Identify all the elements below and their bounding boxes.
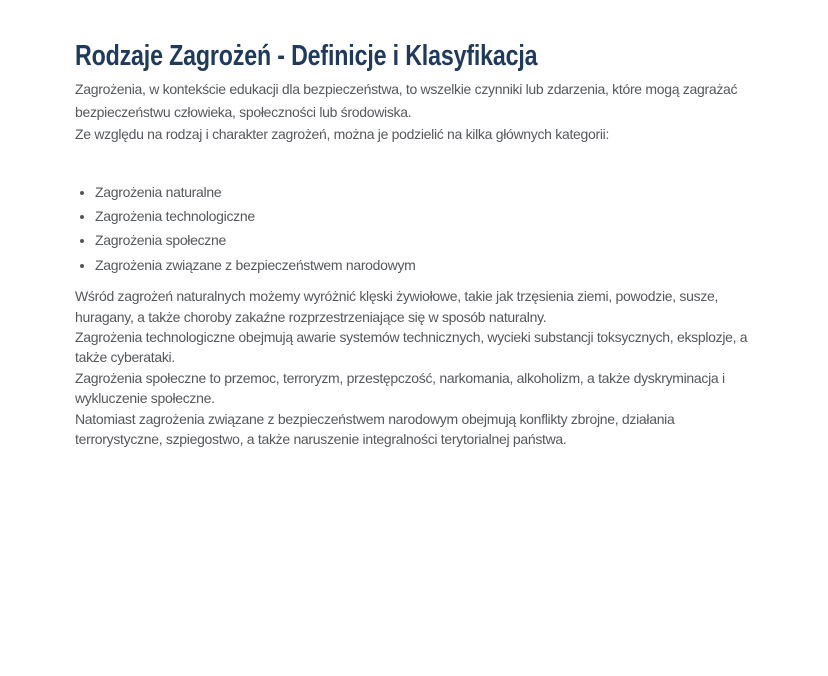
details-section [75,286,751,449]
detail-paragraph-national-security: Natomiast zagrożenia związane z bezpieczeństwem narodowym obejmują konflikty zbrojne, działania terrorystyczne, szpiegostwo, a także naruszenie integralności terytorialnej państwa. [75,410,675,447]
intro-paragraph: Ze względu na rodzaj i charakter zagrożeń, można je podzielić na kilka głównych kategorii: [75,126,610,142]
detail-paragraph-technological: Zagrożenia technologiczne obejmują awarie systemów technicznych, wycieki substancji toksycznych, eksplozje, a także cyberataki. [75,328,748,366]
category-item-technological: • Zagrożenia technologiczne [95,204,751,228]
intro-section [75,78,751,146]
page-title: Rodzaje Zagrożeń - Definicje i Klasyfikacja [75,40,538,72]
threat-categories-list [75,180,751,278]
intro-paragraph: Zagrożenia, w kontekście edukacji dla bezpieczeństwa, to wszelkie czynniki lub zdarzenia, które mogą zagrażać bezpieczeństwu człowieka, społeczności lub środowiska. [75,81,738,120]
detail-paragraph-social: Zagrożenia społeczne to przemoc, terroryzm, przestępczość, narkomania, alkoholizm, a także dyskryminacja i wykluczenie społeczne. [75,369,725,407]
detail-paragraph-natural: Wśród zagrożeń naturalnych możemy wyróżnić klęski żywiołowe, takie jak trzęsienia ziemi, powodzie, susze, huragany, a także choroby zakaźne rozprzestrzeniające się w sposób naturalny. [75,288,719,325]
category-item-national-security: • Zagrożenia związane z bezpieczeństwem narodowym [95,253,751,277]
category-item-social: • Zagrożenia społeczne [95,228,751,252]
category-item-natural: • Zagrożenia naturalne [95,180,751,204]
